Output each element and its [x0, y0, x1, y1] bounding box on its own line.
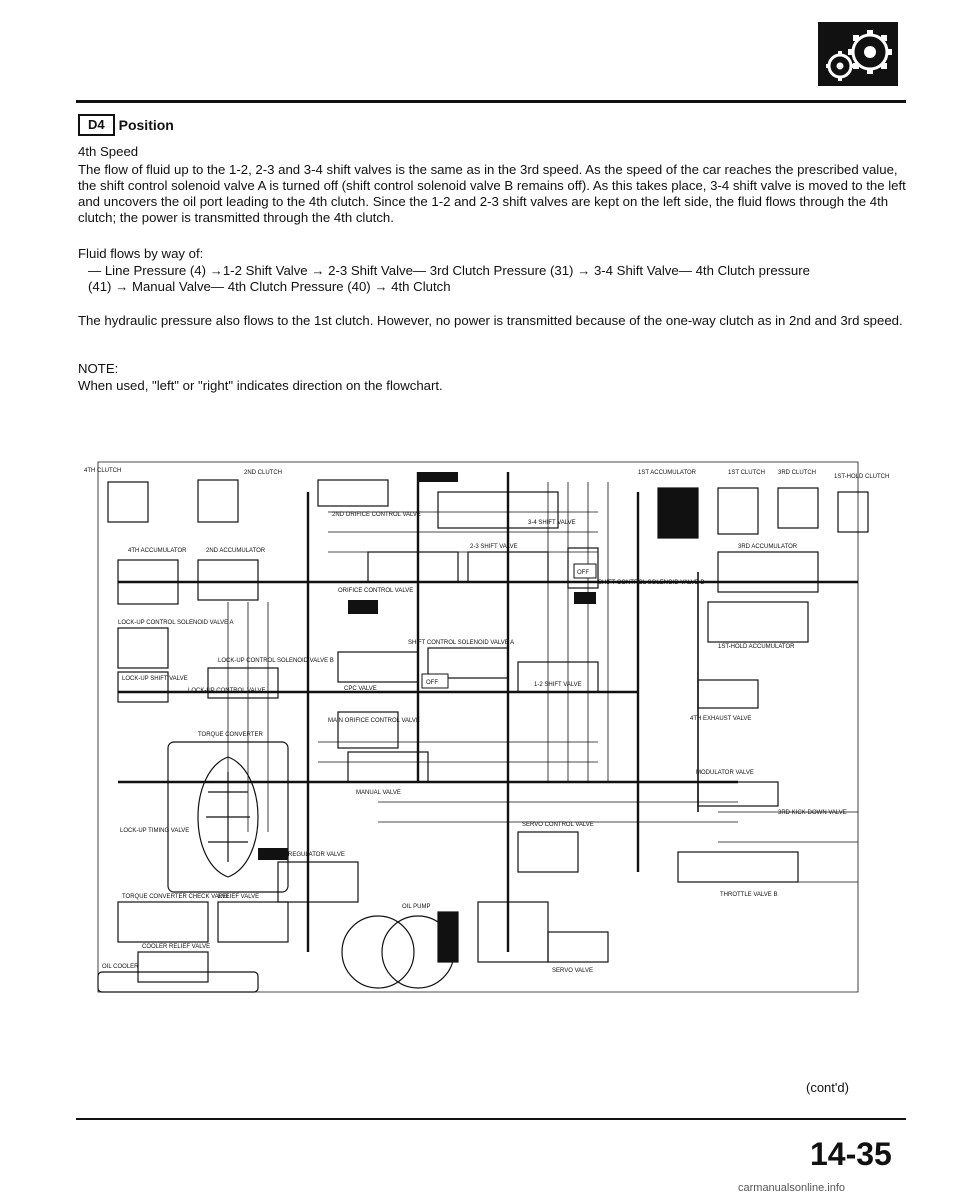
hydraulic-paragraph: The hydraulic pressure also flows to the 1st clutch. However, no power is transmitted because of the one-way clutch as in 2nd and 3rd speed. [78, 313, 903, 328]
diagram-label-servo-valve: SERVO VALVE [552, 968, 594, 974]
diagram-label-1st-clutch: 1ST CLUTCH [728, 470, 765, 476]
diagram-label-cpc-valve: CPC VALVE [344, 686, 377, 692]
diagram-label-lock-up-control-valve: LOCK-UP CONTROL VALVE [188, 688, 266, 694]
diagram-label-shift-control-solenoid-valve-a: SHIFT CONTROL SOLENOID VALVE A [408, 640, 515, 646]
diagram-label-lock-up-shift-valve: LOCK-UP SHIFT VALVE [122, 676, 188, 682]
position-title: Position [118, 117, 174, 133]
intro-paragraph: The flow of fluid up to the 1-2, 2-3 and 3-4 shift valves is the same as in the 3rd speed. As the speed of the car reaches the prescribed value, the shift control solenoid valve A is turned off (shift control solenoid valve B remains off). As this takes place, 3-4 shift valve is moved to the left and uncovers the oil port leading to the 4th clutch. Since the 1-2 and 2-3 shift valves are kept on the left side, the fluid flows through the 4th clutch; the power is transmitted through the 4th clutch. [78, 162, 906, 225]
diagram-label-regulator-valve: REGULATOR VALVE [288, 852, 345, 858]
note-text: When used, "left" or "right" indicates direction on the flowchart. [78, 378, 443, 393]
diagram-label-relief-valve: RELIEF VALVE [218, 894, 260, 900]
diagram-label-lock-up-control-solenoid-valve-a: LOCK-UP CONTROL SOLENOID VALVE A [118, 620, 234, 626]
diagram-label-1st-hold-accumulator: 1ST-HOLD ACCUMULATOR [718, 644, 795, 650]
diagram-label-4th-accumulator: 4TH ACCUMULATOR [128, 548, 187, 554]
diagram-label-2-3-shift-valve: 2-3 SHIFT VALVE [470, 544, 518, 550]
diagram-label-oil-cooler: OIL COOLER [102, 964, 139, 970]
fluid-flows-line-1: — Line Pressure (4) →1-2 Shift Valve → 2-3 Shift Valve— 3rd Clutch Pressure (31) → 3-4 Shift Valve— 4th Clutch pressure [88, 263, 810, 278]
diagram-label-2nd-accumulator: 2ND ACCUMULATOR [206, 548, 266, 554]
diagram-label-3rd-kick-down-valve: 3RD KICK-DOWN VALVE [778, 810, 847, 816]
diagram-label-1-2-shift-valve: 1-2 SHIFT VALVE [534, 682, 582, 688]
diagram-label-1st-hold-clutch: 1ST-HOLD CLUTCH [834, 474, 890, 480]
diagram-label-torque-converter-check-valve: TORQUE CONVERTER CHECK VALVE [122, 894, 230, 900]
diagram-label-2nd-orifice-control-valve: 2ND ORIFICE CONTROL VALVE [332, 512, 421, 518]
bottom-rule [76, 1118, 906, 1120]
diagram-label-3-4-shift-valve: 3-4 SHIFT VALVE [528, 520, 576, 526]
diagram-label-lock-up-timing-valve: LOCK-UP TIMING VALVE [120, 828, 190, 834]
diagram-label-throttle-valve-b: THROTTLE VALVE B [720, 892, 778, 898]
speed-subtitle: 4th Speed [78, 144, 139, 159]
diagram-label-main-orifice-control-valve: MAIN ORIFICE CONTROL VALVE [328, 718, 420, 724]
watermark: carmanualsonline.info [738, 1182, 846, 1194]
diagram-label-cooler-relief-valve: COOLER RELIEF VALVE [142, 944, 211, 950]
diagram-label-shift-control-solenoid-valve-b: SHIFT CONTROL SOLENOID VALVE B [598, 580, 705, 586]
diagram-label-servo-control-valve: SERVO CONTROL VALVE [522, 822, 594, 828]
diagram-label-orifice-control-valve: ORIFICE CONTROL VALVE [338, 588, 414, 594]
d4-position-symbol: D4 [78, 114, 115, 136]
page-number: 14-35 [810, 1136, 892, 1172]
diagram-label-4th-exhaust-valve: 4TH EXHAUST VALVE [690, 716, 752, 722]
top-rule [76, 100, 906, 103]
position-heading [78, 114, 174, 136]
diagram-label-manual-valve: MANUAL VALVE [356, 790, 401, 796]
fluid-flows-line-2: (41) → Manual Valve— 4th Clutch Pressure (40) → 4th Clutch [88, 279, 451, 294]
diagram-label-1st-accumulator: 1ST ACCUMULATOR [638, 470, 697, 476]
diagram-label-2nd-clutch: 2ND CLUTCH [244, 470, 283, 476]
transmission-gear-icon [818, 22, 898, 86]
fluid-flows-intro: Fluid flows by way of: [78, 246, 204, 261]
diagram-label-off-solenoid-b: OFF [577, 570, 589, 576]
note-label: NOTE: [78, 361, 119, 376]
diagram-label-3rd-accumulator: 3RD ACCUMULATOR [738, 544, 798, 550]
diagram-label-4th-clutch: 4TH CLUTCH [84, 468, 122, 474]
diagram-label-oil-pump: OIL PUMP [402, 904, 431, 910]
diagram-label-off-solenoid-a: OFF [426, 680, 438, 686]
diagram-label-torque-converter: TORQUE CONVERTER [198, 732, 263, 738]
continued-label: (cont'd) [806, 1080, 849, 1095]
diagram-label-3rd-clutch: 3RD CLUTCH [778, 470, 817, 476]
hydraulic-flowchart [78, 452, 908, 1014]
diagram-label-lock-up-control-solenoid-valve-b: LOCK-UP CONTROL SOLENOID VALVE B [218, 658, 334, 664]
diagram-label-modulator-valve: MODULATOR VALVE [696, 770, 754, 776]
